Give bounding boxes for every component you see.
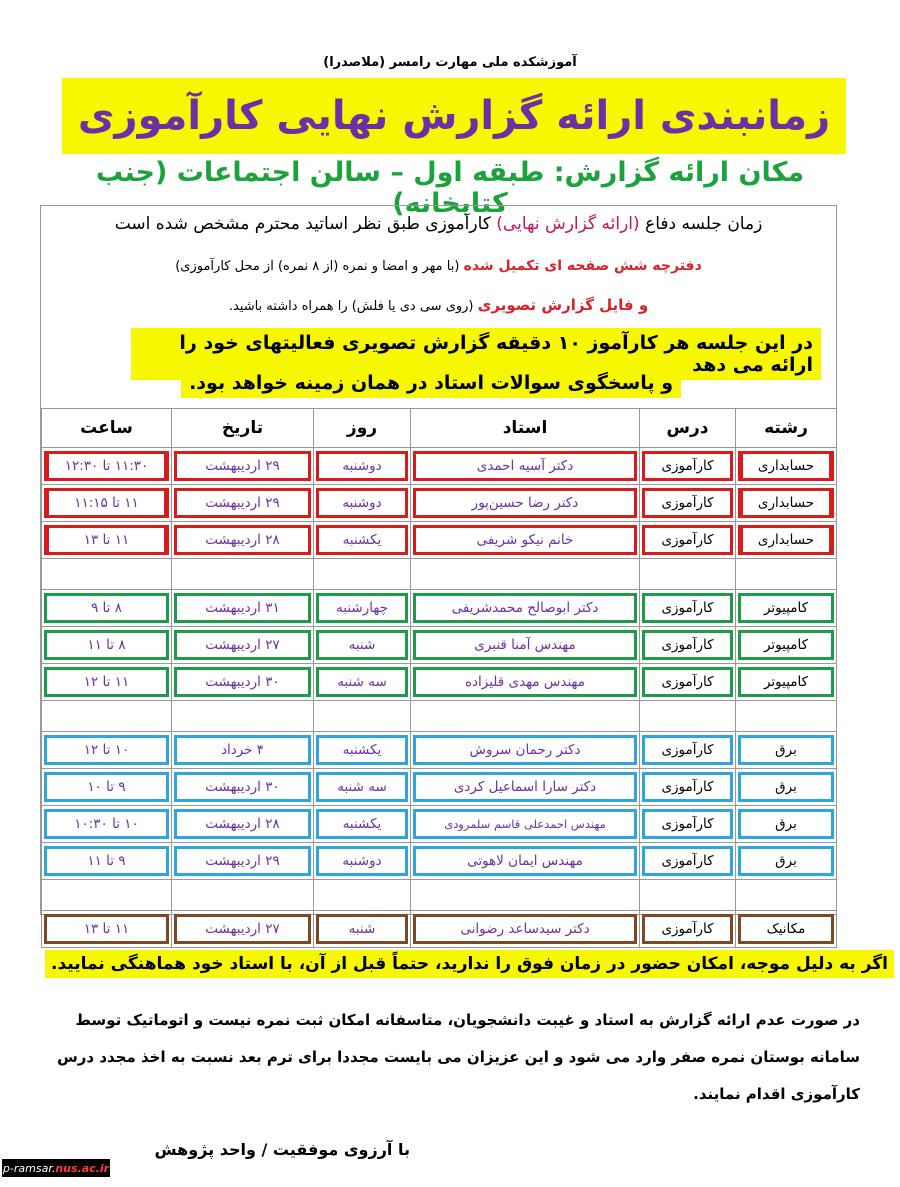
cell-course bbox=[640, 485, 736, 522]
spacer-row bbox=[42, 559, 837, 590]
empty-cell bbox=[172, 880, 314, 911]
professor-value: دکتر ابوصالح محمدشریفی bbox=[413, 593, 637, 623]
cell-day bbox=[314, 769, 411, 806]
cell-field bbox=[736, 590, 837, 627]
cell-date bbox=[172, 485, 314, 522]
cell-day bbox=[314, 911, 411, 948]
empty-cell bbox=[640, 880, 736, 911]
note-line-1 bbox=[41, 214, 836, 234]
cell-professor bbox=[411, 806, 640, 843]
spacer-row bbox=[42, 701, 837, 732]
header-day: روز bbox=[314, 409, 411, 448]
cell-course bbox=[640, 522, 736, 559]
time-value: ۹ تا ۱۰ bbox=[44, 772, 169, 802]
course-value: کارآموزی bbox=[642, 809, 733, 839]
cell-course bbox=[640, 664, 736, 701]
cell-day bbox=[314, 806, 411, 843]
day-value: سه شنبه bbox=[316, 667, 408, 697]
empty-cell bbox=[314, 880, 411, 911]
empty-cell bbox=[411, 559, 640, 590]
cell-time bbox=[42, 911, 172, 948]
cell-course bbox=[640, 627, 736, 664]
highlight-line-1: در این جلسه هر کارآموز ۱۰ دقیقه گزارش تصویری فعالیتهای خود را ارائه می دهد bbox=[131, 328, 821, 380]
cell-date bbox=[172, 627, 314, 664]
cell-day bbox=[314, 732, 411, 769]
course-value: کارآموزی bbox=[642, 630, 733, 660]
schedule-table bbox=[41, 408, 837, 948]
table-row bbox=[42, 911, 837, 948]
cell-field bbox=[736, 769, 837, 806]
table-row bbox=[42, 448, 837, 485]
empty-cell bbox=[736, 559, 837, 590]
day-value: یکشنبه bbox=[316, 525, 408, 555]
note-line-3 bbox=[41, 296, 836, 314]
cell-date bbox=[172, 522, 314, 559]
cell-field bbox=[736, 911, 837, 948]
empty-cell bbox=[736, 880, 837, 911]
field-value: حسابداری bbox=[738, 488, 834, 518]
note-line-2 bbox=[41, 258, 836, 274]
header-course: درس bbox=[640, 409, 736, 448]
day-value: شنبه bbox=[316, 630, 408, 660]
cell-date bbox=[172, 769, 314, 806]
course-value: کارآموزی bbox=[642, 846, 733, 876]
table-row bbox=[42, 627, 837, 664]
field-value: کامپیوتر bbox=[738, 630, 834, 660]
cell-field bbox=[736, 806, 837, 843]
spacer-row bbox=[42, 880, 837, 911]
course-value: کارآموزی bbox=[642, 667, 733, 697]
cell-day bbox=[314, 627, 411, 664]
cell-field bbox=[736, 448, 837, 485]
cell-time bbox=[42, 664, 172, 701]
cell-time bbox=[42, 627, 172, 664]
field-value: کامپیوتر bbox=[738, 667, 834, 697]
date-value: ۳۱ اردیبهشت bbox=[174, 593, 311, 623]
cell-date bbox=[172, 664, 314, 701]
professor-value: دکتر سیدساعد رضوانی bbox=[413, 914, 637, 944]
empty-cell bbox=[736, 701, 837, 732]
empty-cell bbox=[411, 880, 640, 911]
cell-professor bbox=[411, 769, 640, 806]
cell-course bbox=[640, 843, 736, 880]
time-value: ۱۱ تا ۱۳ bbox=[44, 914, 169, 944]
course-value: کارآموزی bbox=[642, 772, 733, 802]
professor-value: دکتر رحمان سروش bbox=[413, 735, 637, 765]
cell-course bbox=[640, 769, 736, 806]
day-value: شنبه bbox=[316, 914, 408, 944]
cell-date bbox=[172, 590, 314, 627]
course-value: کارآموزی bbox=[642, 914, 733, 944]
field-value: برق bbox=[738, 846, 834, 876]
cell-date bbox=[172, 448, 314, 485]
policy-paragraph: در صورت عدم ارائه گزارش به استاد و غیبت دانشجویان، متاسفانه امکان ثبت نمره نیست و اتوماتیک توسط سامانه بوستان نمره صفر وارد می شود و این عزیزان می بایست مجددا برای ترم بعد نسبت به اخذ مجدد درس کارآموزی اقدام نمایند. bbox=[57, 1011, 860, 1103]
watermark-domain: nus.ac.ir bbox=[55, 1161, 110, 1175]
cell-field bbox=[736, 843, 837, 880]
time-value: ۱۰ تا ۱۰:۳۰ bbox=[44, 809, 169, 839]
cell-day bbox=[314, 448, 411, 485]
header-date: تاریخ bbox=[172, 409, 314, 448]
field-value: برق bbox=[738, 772, 834, 802]
cell-course bbox=[640, 911, 736, 948]
location-subtitle: مکان ارائه گزارش: طبقه اول – سالن اجتماعات (جنب کتابخانه) bbox=[95, 157, 805, 219]
table-row bbox=[42, 522, 837, 559]
cell-time bbox=[42, 732, 172, 769]
table-row bbox=[42, 664, 837, 701]
day-value: دوشنبه bbox=[316, 488, 408, 518]
empty-cell bbox=[42, 701, 172, 732]
cell-field bbox=[736, 485, 837, 522]
cell-date bbox=[172, 911, 314, 948]
cell-time bbox=[42, 485, 172, 522]
note-emphasis: (ارائه گزارش نهایی) bbox=[496, 214, 640, 234]
cell-time bbox=[42, 843, 172, 880]
professor-value: مهندس احمدعلی قاسم سلمرودی bbox=[413, 809, 637, 839]
professor-value: دکتر سارا اسماعیل کردی bbox=[413, 772, 637, 802]
cell-day bbox=[314, 664, 411, 701]
cell-course bbox=[640, 590, 736, 627]
time-value: ۱۱ تا ۱۲ bbox=[44, 667, 169, 697]
table-row bbox=[42, 732, 837, 769]
day-value: دوشنبه bbox=[316, 846, 408, 876]
header-field: رشته bbox=[736, 409, 837, 448]
watermark-prefix: p-ramsar. bbox=[2, 1161, 56, 1175]
field-value: حسابداری bbox=[738, 451, 834, 481]
cell-professor bbox=[411, 911, 640, 948]
cell-professor bbox=[411, 732, 640, 769]
cell-professor bbox=[411, 590, 640, 627]
cell-date bbox=[172, 732, 314, 769]
day-value: دوشنبه bbox=[316, 451, 408, 481]
cell-professor bbox=[411, 522, 640, 559]
site-watermark bbox=[2, 1159, 110, 1177]
page-title: زمانبندی ارائه گزارش نهایی کارآموزی bbox=[77, 93, 831, 139]
table-row bbox=[42, 590, 837, 627]
professor-value: مهندس آمنا قنبری bbox=[413, 630, 637, 660]
note-text: کارآموزی طبق نظر اساتید محترم مشخص شده است bbox=[114, 214, 497, 234]
empty-cell bbox=[314, 559, 411, 590]
time-value: ۱۱ تا ۱۳ bbox=[44, 525, 169, 555]
date-value: ۲۹ اردیبهشت bbox=[174, 451, 311, 481]
date-value: ۲۹ اردیبهشت bbox=[174, 488, 311, 518]
cell-professor bbox=[411, 448, 640, 485]
course-value: کارآموزی bbox=[642, 488, 733, 518]
date-value: ۲۷ اردیبهشت bbox=[174, 914, 311, 944]
note-emphasis: دفترچه شش صفحه ای تکمیل شده bbox=[463, 258, 702, 274]
date-value: ۲۸ اردیبهشت bbox=[174, 525, 311, 555]
cell-field bbox=[736, 522, 837, 559]
header-professor: استاد bbox=[411, 409, 640, 448]
cell-professor bbox=[411, 664, 640, 701]
header-time: ساعت bbox=[42, 409, 172, 448]
cell-time bbox=[42, 448, 172, 485]
note-text: (روی سی دی یا فلش) را همراه داشته باشید. bbox=[228, 299, 478, 314]
field-value: برق bbox=[738, 809, 834, 839]
note-emphasis: و فایل گزارش تصویری bbox=[477, 296, 649, 314]
cell-time bbox=[42, 806, 172, 843]
field-value: کامپیوتر bbox=[738, 593, 834, 623]
day-value: یکشنبه bbox=[316, 735, 408, 765]
cell-day bbox=[314, 590, 411, 627]
cell-day bbox=[314, 485, 411, 522]
cell-professor bbox=[411, 843, 640, 880]
time-value: ۱۰ تا ۱۲ bbox=[44, 735, 169, 765]
time-value: ۸ تا ۹ bbox=[44, 593, 169, 623]
professor-value: خانم نیکو شریفی bbox=[413, 525, 637, 555]
field-value: برق bbox=[738, 735, 834, 765]
date-value: ۴ خرداد bbox=[174, 735, 311, 765]
cell-professor bbox=[411, 485, 640, 522]
cell-course bbox=[640, 806, 736, 843]
table-row bbox=[42, 806, 837, 843]
time-value: ۸ تا ۱۱ bbox=[44, 630, 169, 660]
professor-value: مهندس ایمان لاهوتی bbox=[413, 846, 637, 876]
institution-name: آموزشکده ملی مهارت رامسر (ملاصدرا) bbox=[323, 55, 577, 70]
time-value: ۱۱:۳۰ تا ۱۲:۳۰ bbox=[44, 451, 169, 481]
time-value: ۹ تا ۱۱ bbox=[44, 846, 169, 876]
empty-cell bbox=[42, 880, 172, 911]
cell-time bbox=[42, 522, 172, 559]
table-header-row bbox=[42, 409, 837, 448]
professor-value: دکتر آسیه احمدی bbox=[413, 451, 637, 481]
note-text: زمان جلسه دفاع bbox=[639, 214, 763, 234]
date-value: ۳۰ اردیبهشت bbox=[174, 667, 311, 697]
day-value: یکشنبه bbox=[316, 809, 408, 839]
date-value: ۲۹ اردیبهشت bbox=[174, 846, 311, 876]
cell-professor bbox=[411, 627, 640, 664]
day-value: سه شنبه bbox=[316, 772, 408, 802]
note-text: (با مهر و امضا و نمره (از ۸ نمره) از محل کارآموزی) bbox=[175, 259, 464, 274]
cell-day bbox=[314, 522, 411, 559]
empty-cell bbox=[42, 559, 172, 590]
signature: با آرزوی موفقیت / واحد پژوهش bbox=[154, 1140, 410, 1159]
professor-value: دکتر رضا حسین‌پور bbox=[413, 488, 637, 518]
empty-cell bbox=[172, 559, 314, 590]
field-value: مکانیک bbox=[738, 914, 834, 944]
schedule-box bbox=[40, 205, 837, 937]
professor-value: مهندس مهدی قلیزاده bbox=[413, 667, 637, 697]
title-banner bbox=[62, 78, 846, 154]
table-row bbox=[42, 485, 837, 522]
cell-time bbox=[42, 769, 172, 806]
cell-date bbox=[172, 806, 314, 843]
empty-cell bbox=[640, 559, 736, 590]
date-value: ۲۸ اردیبهشت bbox=[174, 809, 311, 839]
empty-cell bbox=[172, 701, 314, 732]
table-row bbox=[42, 843, 837, 880]
empty-cell bbox=[640, 701, 736, 732]
day-value: چهارشنبه bbox=[316, 593, 408, 623]
cell-date bbox=[172, 843, 314, 880]
field-value: حسابداری bbox=[738, 525, 834, 555]
cell-field bbox=[736, 732, 837, 769]
highlight-box bbox=[131, 328, 821, 406]
cell-day bbox=[314, 843, 411, 880]
empty-cell bbox=[411, 701, 640, 732]
warning-note: اگر به دلیل موجه، امکان حضور در زمان فوق را ندارید، حتماً قبل از آن، با استاد خود هماهنگی نمایید. bbox=[45, 950, 894, 978]
cell-field bbox=[736, 664, 837, 701]
cell-time bbox=[42, 590, 172, 627]
cell-course bbox=[640, 448, 736, 485]
highlight-line-2: و پاسخگوی سوالات استاد در همان زمینه خواهد بود. bbox=[181, 368, 681, 398]
cell-field bbox=[736, 627, 837, 664]
cell-course bbox=[640, 732, 736, 769]
course-value: کارآموزی bbox=[642, 735, 733, 765]
date-value: ۲۷ اردیبهشت bbox=[174, 630, 311, 660]
course-value: کارآموزی bbox=[642, 451, 733, 481]
course-value: کارآموزی bbox=[642, 593, 733, 623]
table-row bbox=[42, 769, 837, 806]
time-value: ۱۱ تا ۱۱:۱۵ bbox=[44, 488, 169, 518]
empty-cell bbox=[314, 701, 411, 732]
course-value: کارآموزی bbox=[642, 525, 733, 555]
date-value: ۳۰ اردیبهشت bbox=[174, 772, 311, 802]
